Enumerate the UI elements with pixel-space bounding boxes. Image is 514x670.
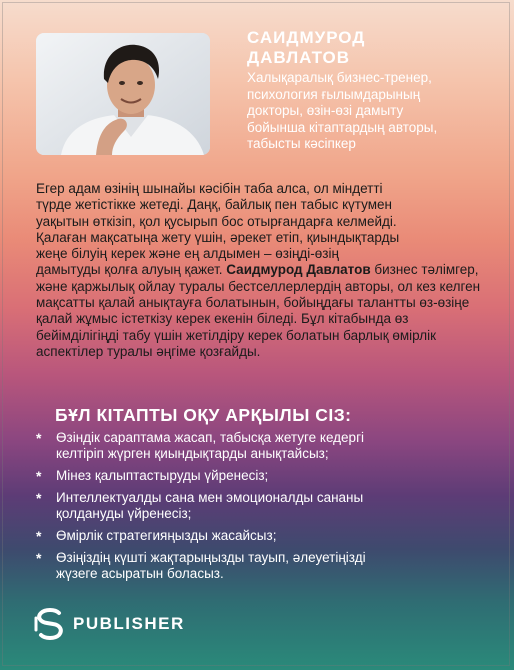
description-rest: бизнес тәлімгер, және қаржылық ойлау туралы бестселлерлердің авторы, ол кез келген мақсатты қалай анықтауға болатынын, бойыңдағы талантты өз-өзіңе қалай жұмыс істеткізу керек екенін біледі. Бұл кітабында өз бейімділігіңді табу үшін жетілдіру керек болатын барлық өмірлік аспектілер туралы әңгіме қозғайды. bbox=[36, 262, 481, 359]
benefits-list bbox=[36, 430, 486, 588]
benefit-item: * Мінез қалыптастыруды үйренесіз; bbox=[36, 468, 269, 484]
author-bio: Халықаралық бизнес-тренер, психология ғылымдарының докторы, өзін-өзі дамыту бойынша кітаптардың авторы, табысты кәсіпкер bbox=[247, 70, 438, 151]
publisher-name: PUBLISHER bbox=[73, 614, 185, 633]
bullet-star-icon: * bbox=[36, 550, 42, 566]
publisher-logo bbox=[33, 606, 185, 642]
author-portrait-icon bbox=[36, 33, 210, 155]
bullet-star-icon: * bbox=[36, 430, 42, 446]
benefit-item: * Интеллектуалды сана мен эмоционалды сананы қолдануды үйренесіз; bbox=[36, 490, 364, 521]
benefit-item: * Өзіндік сараптама жасап, табысқа жетуге кедергі келтіріп жүрген қиындықтарды анықтайсыз; bbox=[36, 430, 364, 461]
author-highlight: Саидмурод Давлатов bbox=[226, 262, 371, 278]
author-name: САИДМУРОД ДАВЛАТОВ bbox=[247, 28, 366, 67]
book-description bbox=[36, 181, 482, 360]
benefit-item: * Өзіңіздің күшті жақтарыңызды тауып, әлеуетіңізді жүзеге асыратын боласыз. bbox=[36, 550, 366, 581]
author-photo bbox=[36, 33, 210, 155]
bullet-star-icon: * bbox=[36, 490, 42, 506]
bullet-star-icon: * bbox=[36, 468, 42, 484]
description-lead: Егер адам өзінің шынайы кәсібін таба алса, ол міндетті түрде жетістікке жетеді. Даңқ, байлық пен табыс күтумен уақытын өткізіп, қол қусырып бос отырғандарға келмейді. Қалаған мақсатыңа жету үшін, әрекет етіп, қиындықтарды жеңе білуің керек және ең алдымен – өзіңді-өзің дамытуды қолға алуың қажет. bbox=[36, 181, 400, 278]
sd-publisher-logo-icon bbox=[33, 606, 67, 642]
bullet-star-icon: * bbox=[36, 528, 42, 544]
benefits-heading: БҰЛ КІТАПТЫ ОҚУ АРҚЫЛЫ СІЗ: bbox=[55, 405, 352, 425]
benefit-item: * Өмірлік стратегияңызды жасайсыз; bbox=[36, 528, 277, 544]
